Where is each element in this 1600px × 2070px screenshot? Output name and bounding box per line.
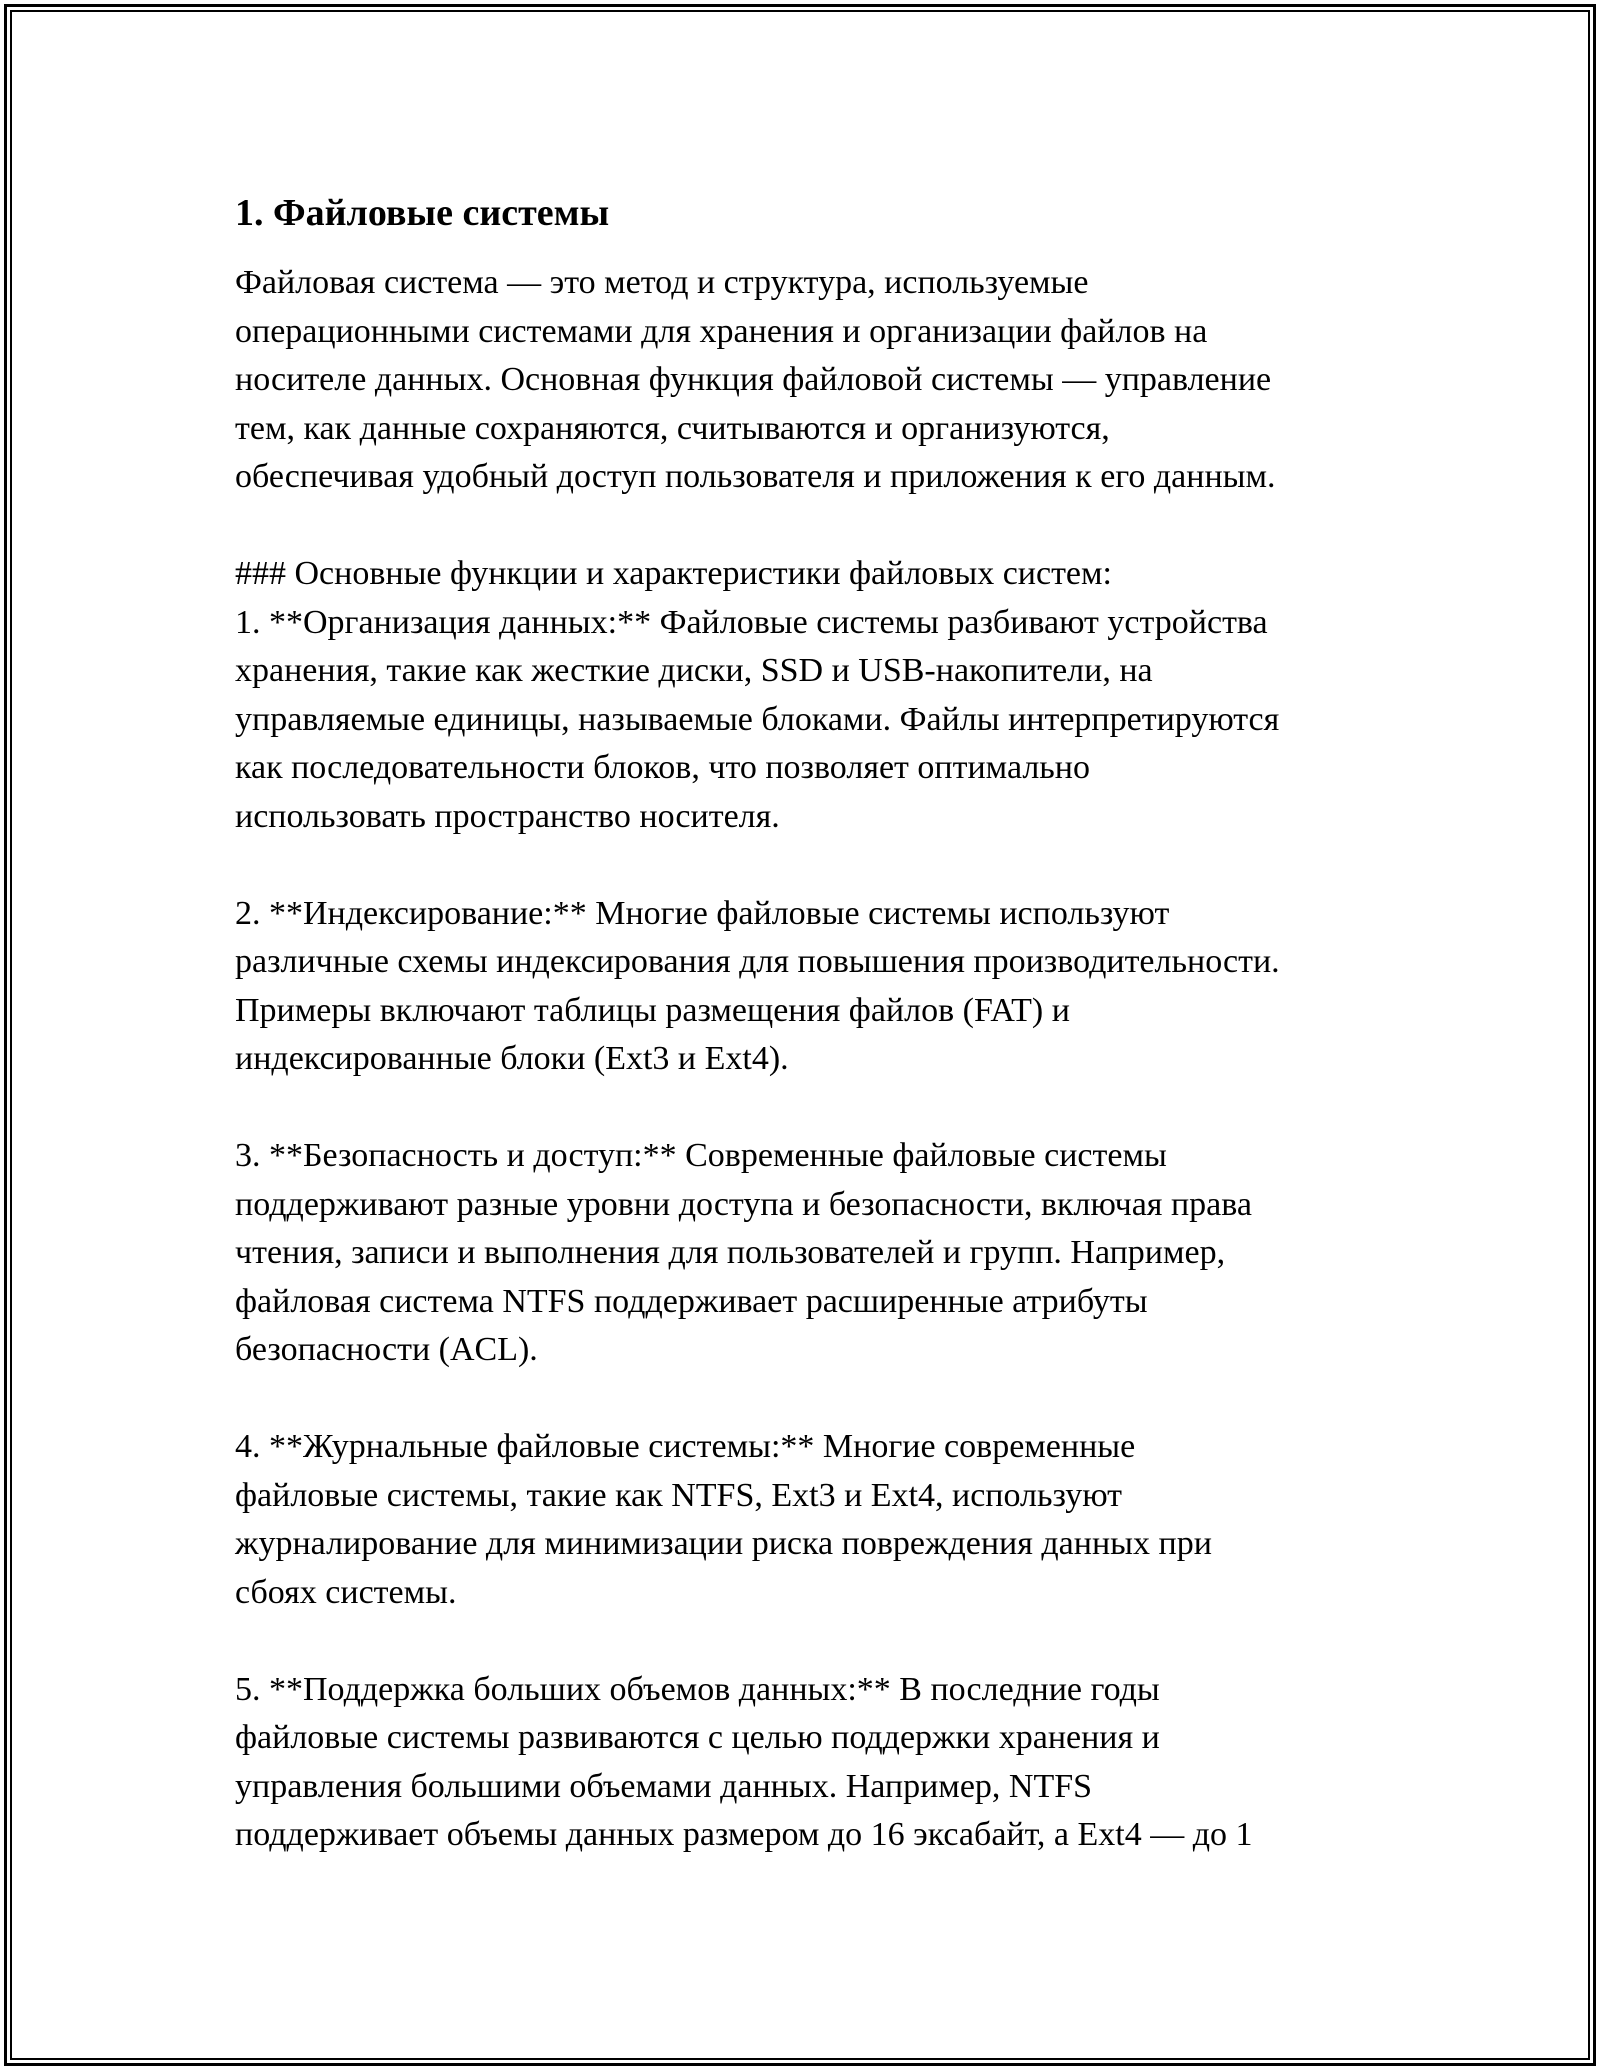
paragraph-gap — [235, 502, 1385, 551]
list-item: 2. **Индексирование:** Многие файловые системы используют различные схемы индексирования для повышения производительности. Примеры включают таблицы размещения файлов (FAT) и индексированные блоки (Ext3 и Ext4). — [235, 894, 1280, 1077]
section-heading: ### Основные функции и характеристики файловых систем: — [235, 555, 1112, 592]
paragraph-gap — [235, 841, 1385, 890]
list-item: 5. **Поддержка больших объемов данных:** В последние годы файловые системы развиваются с целью поддержки хранения и управления большими объемами данных. Например, NTFS поддерживает объемы данных размером до 16 эксабайт, а Ext4 — до 1 — [235, 1670, 1253, 1853]
paragraph-gap — [235, 1617, 1385, 1666]
list-item: 4. **Журнальные файловые системы:** Многие современные файловые системы, такие как NTFS, Ext3 и Ext4, используют журналирование для минимизации риска повреждения данных при сбоях системы. — [235, 1428, 1212, 1611]
paragraph-gap — [235, 1084, 1385, 1133]
paragraph-gap — [235, 1375, 1385, 1424]
list-item: 1. **Организация данных:** Файловые системы разбивают устройства хранения, такие как жесткие диски, SSD и USB-накопители, на управляемые единицы, называемые блоками. Файлы интерпретируются как последовательности блоков, что позволяет оптимально использовать пространство носителя. — [235, 603, 1280, 835]
document-body — [235, 187, 1385, 1860]
document-title: 1. Файловые системы — [235, 192, 610, 234]
list-item: 3. **Безопасность и доступ:** Современные файловые системы поддерживают разные уровни доступа и безопасности, включая права чтения, записи и выполнения для пользователей и групп. Например, файловая система NTFS поддерживает расширенные атрибуты безопасности (ACL). — [235, 1137, 1252, 1368]
intro-paragraph: Файловая система — это метод и структура, используемые операционными системами для хранения и организации файлов на носителе данных. Основная функция файловой системы — управление тем, как данные сохраняются, считываются и организуются, обеспечивая удобный доступ пользователя и приложения к его данным. — [235, 264, 1276, 495]
